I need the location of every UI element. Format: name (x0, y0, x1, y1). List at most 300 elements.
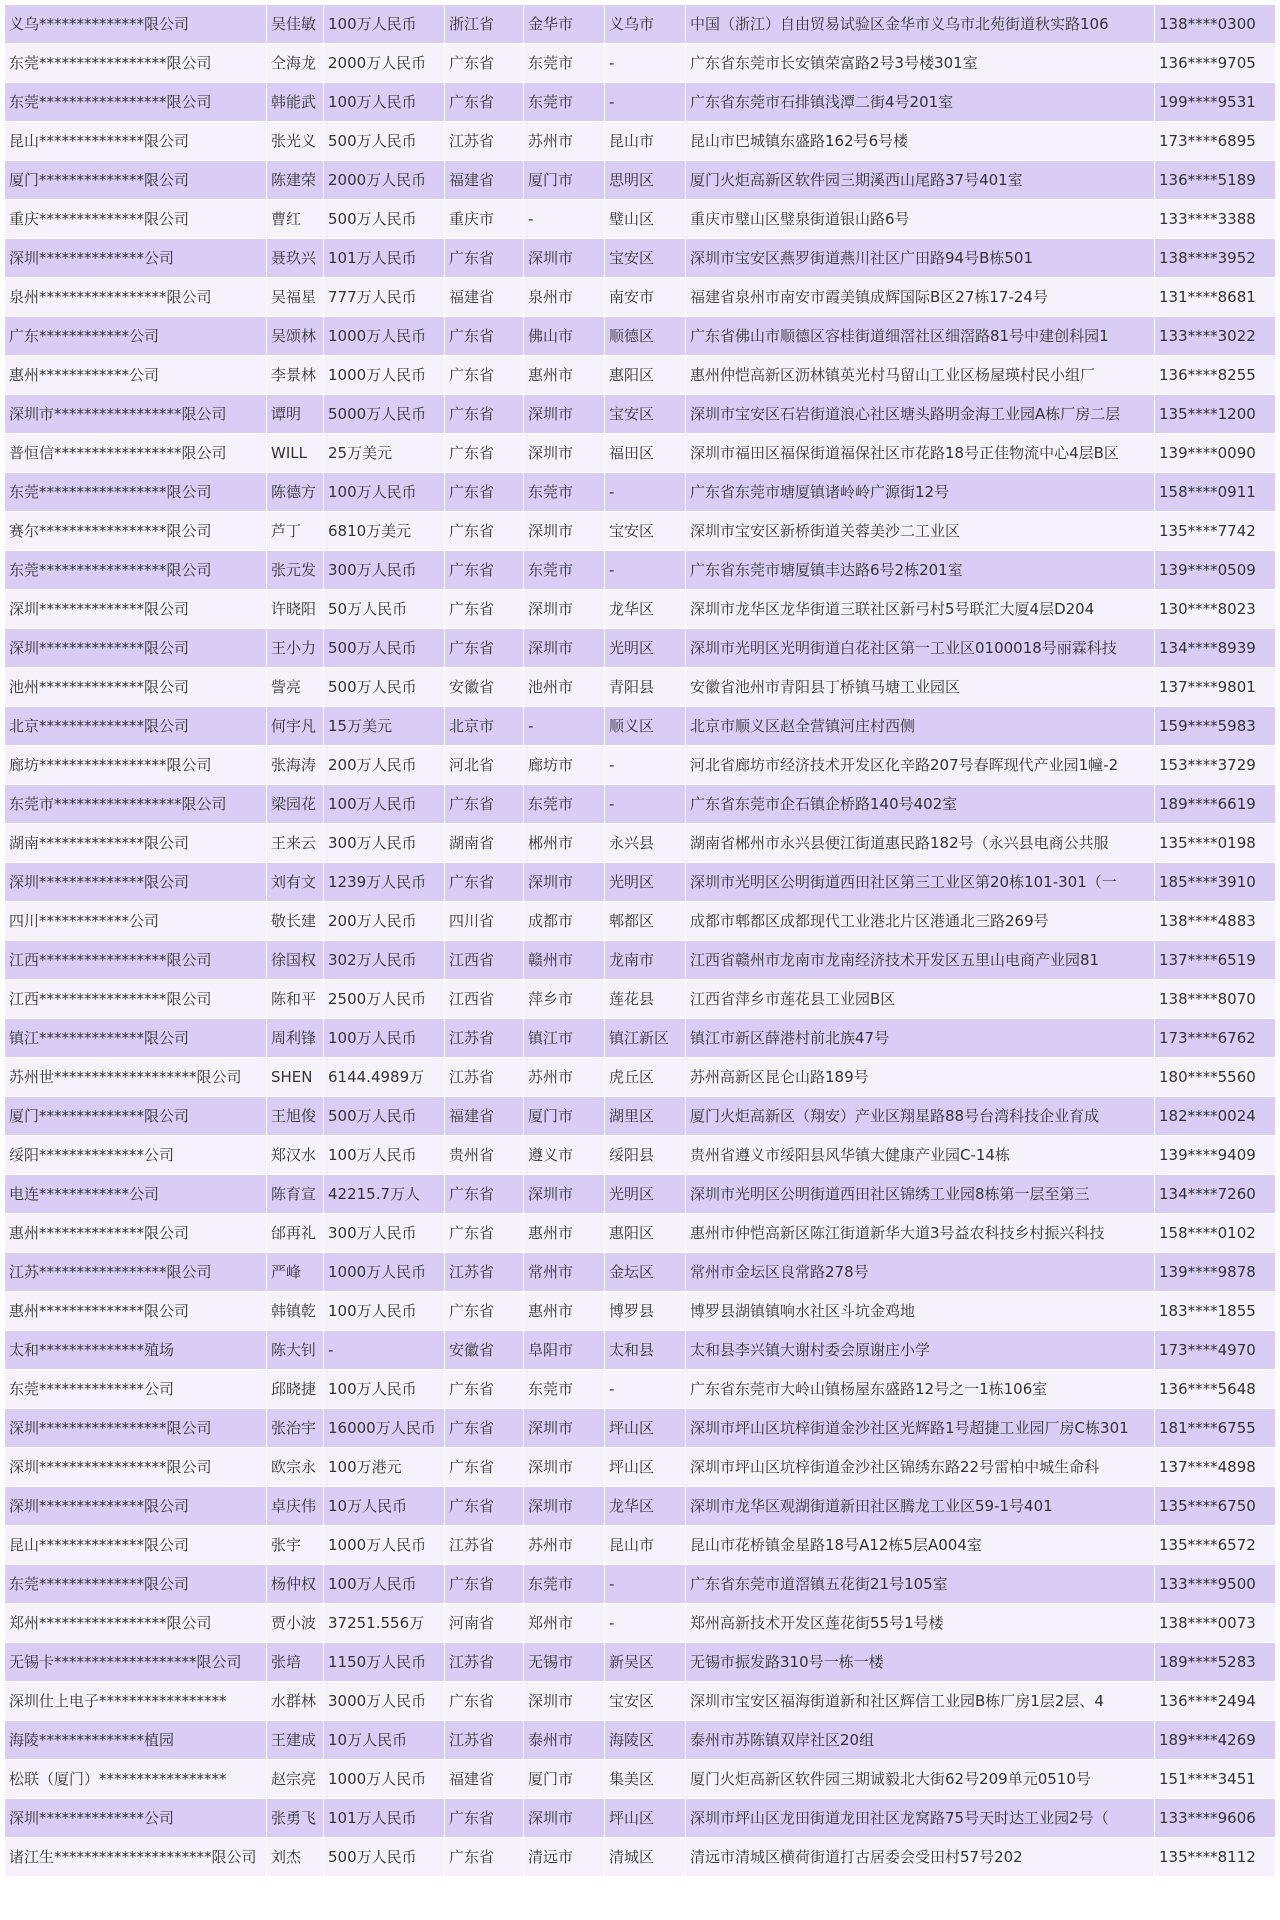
province-cell: 广东省 (445, 1175, 523, 1213)
address-cell: 惠州市仲恺高新区陈江街道新华大道3号益农科技乡村振兴科技 (686, 1214, 1154, 1252)
address-cell: 广东省东莞市长安镇荣富路2号3号楼301室 (686, 44, 1154, 82)
city-cell: 成都市 (524, 902, 604, 940)
company-name-cell: 深圳**************限公司 (5, 629, 266, 667)
phone-cell: 138****3952 (1155, 239, 1275, 277)
legal-representative-cell: 聂玖兴 (267, 239, 323, 277)
legal-representative-cell: 梁园花 (267, 785, 323, 823)
province-cell: 江西省 (445, 941, 523, 979)
province-cell: 河南省 (445, 1604, 523, 1642)
address-cell: 厦门火炬高新区软件园三期溪西山尾路37号401室 (686, 161, 1154, 199)
registered-capital-cell: 10万人民币 (324, 1487, 444, 1525)
table-row (5, 473, 1275, 511)
city-cell: 遵义市 (524, 1136, 604, 1174)
city-cell: - (524, 200, 604, 238)
registered-capital-cell: 500万人民币 (324, 668, 444, 706)
city-cell: 苏州市 (524, 122, 604, 160)
legal-representative-cell: 卓庆伟 (267, 1487, 323, 1525)
phone-cell: 138****0300 (1155, 5, 1275, 43)
table-row (5, 1253, 1275, 1291)
company-name-cell: 重庆**************限公司 (5, 200, 266, 238)
legal-representative-cell: 韩镇乾 (267, 1292, 323, 1330)
address-cell: 贵州省遵义市绥阳县风华镇大健康产业园C-14栋 (686, 1136, 1154, 1174)
phone-cell: 159****5983 (1155, 707, 1275, 745)
registered-capital-cell: 300万人民币 (324, 824, 444, 862)
province-cell: 广东省 (445, 1838, 523, 1876)
company-name-cell: 绥阳**************公司 (5, 1136, 266, 1174)
registered-capital-cell: 500万人民币 (324, 1838, 444, 1876)
city-cell: 东莞市 (524, 83, 604, 121)
district-cell: 顺德区 (605, 317, 685, 355)
table-row (5, 1058, 1275, 1096)
district-cell: - (605, 1604, 685, 1642)
phone-cell: 138****0073 (1155, 1604, 1275, 1642)
address-cell: 福建省泉州市南安市霞美镇成辉国际B区27栋17-24号 (686, 278, 1154, 316)
address-cell: 深圳市龙华区观湖街道新田社区腾龙工业区59-1号401 (686, 1487, 1154, 1525)
phone-cell: 173****6895 (1155, 122, 1275, 160)
registered-capital-cell: 200万人民币 (324, 902, 444, 940)
table-row (5, 1643, 1275, 1681)
address-cell: 广东省东莞市企石镇企桥路140号402室 (686, 785, 1154, 823)
phone-cell: 136****2494 (1155, 1682, 1275, 1720)
table-row (5, 1292, 1275, 1330)
phone-cell: 133****3022 (1155, 317, 1275, 355)
table-row (5, 707, 1275, 745)
registered-capital-cell: 1150万人民币 (324, 1643, 444, 1681)
company-name-cell: 诸江生*********************限公司 (5, 1838, 266, 1876)
legal-representative-cell: 陈德方 (267, 473, 323, 511)
legal-representative-cell: 陈育宣 (267, 1175, 323, 1213)
district-cell: 绥阳县 (605, 1136, 685, 1174)
registered-capital-cell: 101万人民币 (324, 1799, 444, 1837)
city-cell: 深圳市 (524, 512, 604, 550)
province-cell: 广东省 (445, 317, 523, 355)
legal-representative-cell: 赵宗亮 (267, 1760, 323, 1798)
registered-capital-cell: 25万美元 (324, 434, 444, 472)
city-cell: 泰州市 (524, 1721, 604, 1759)
table-row (5, 122, 1275, 160)
province-cell: 安徽省 (445, 1331, 523, 1369)
phone-cell: 189****6619 (1155, 785, 1275, 823)
address-cell: 深圳市光明区公明街道西田社区第三工业区第20栋101-301（一 (686, 863, 1154, 901)
registered-capital-cell: 302万人民币 (324, 941, 444, 979)
table-row (5, 5, 1275, 43)
legal-representative-cell: 王旭俊 (267, 1097, 323, 1135)
legal-representative-cell: 王小力 (267, 629, 323, 667)
legal-representative-cell: 张海涛 (267, 746, 323, 784)
registered-capital-cell: 2500万人民币 (324, 980, 444, 1018)
province-cell: 福建省 (445, 1760, 523, 1798)
province-cell: 四川省 (445, 902, 523, 940)
company-name-cell: 深圳**************限公司 (5, 863, 266, 901)
table-row (5, 1526, 1275, 1564)
phone-cell: 189****5283 (1155, 1643, 1275, 1681)
district-cell: - (605, 1370, 685, 1408)
phone-cell: 199****9531 (1155, 83, 1275, 121)
registered-capital-cell: 100万人民币 (324, 1370, 444, 1408)
province-cell: 广东省 (445, 1214, 523, 1252)
company-name-cell: 镇江**************限公司 (5, 1019, 266, 1057)
address-cell: 成都市郫都区成都现代工业港北片区港通北三路269号 (686, 902, 1154, 940)
table-row (5, 629, 1275, 667)
city-cell: 深圳市 (524, 629, 604, 667)
address-cell: 深圳市福田区福保街道福保社区市花路18号正佳物流中心4层B区 (686, 434, 1154, 472)
district-cell: - (605, 473, 685, 511)
legal-representative-cell: 何宇凡 (267, 707, 323, 745)
city-cell: 苏州市 (524, 1526, 604, 1564)
registered-capital-cell: 500万人民币 (324, 1097, 444, 1135)
city-cell: 东莞市 (524, 473, 604, 511)
city-cell: 金华市 (524, 5, 604, 43)
province-cell: 广东省 (445, 1565, 523, 1603)
company-name-cell: 深圳**************限公司 (5, 1487, 266, 1525)
province-cell: 福建省 (445, 278, 523, 316)
address-cell: 清远市清城区横荷街道打古居委会受田村57号202 (686, 1838, 1154, 1876)
registered-capital-cell: 2000万人民币 (324, 44, 444, 82)
registered-capital-cell: 100万人民币 (324, 473, 444, 511)
phone-cell: 136****5189 (1155, 161, 1275, 199)
phone-cell: 134****7260 (1155, 1175, 1275, 1213)
company-name-cell: 东莞*****************限公司 (5, 44, 266, 82)
company-name-cell: 泉州*****************限公司 (5, 278, 266, 316)
table-row (5, 902, 1275, 940)
province-cell: 安徽省 (445, 668, 523, 706)
city-cell: 佛山市 (524, 317, 604, 355)
district-cell: 永兴县 (605, 824, 685, 862)
district-cell: 虎丘区 (605, 1058, 685, 1096)
province-cell: 江苏省 (445, 1526, 523, 1564)
legal-representative-cell: 敬长建 (267, 902, 323, 940)
address-cell: 泰州市苏陈镇双岸社区20组 (686, 1721, 1154, 1759)
city-cell: 深圳市 (524, 1409, 604, 1447)
city-cell: 东莞市 (524, 44, 604, 82)
province-cell: 福建省 (445, 161, 523, 199)
legal-representative-cell: 陈和平 (267, 980, 323, 1018)
legal-representative-cell: 张宇 (267, 1526, 323, 1564)
address-cell: 江西省赣州市龙南市龙南经济技术开发区五里山电商产业园81 (686, 941, 1154, 979)
address-cell: 深圳市光明区光明街道白花社区第一工业区0100018号丽霖科技 (686, 629, 1154, 667)
city-cell: 池州市 (524, 668, 604, 706)
address-cell: 镇江市新区薛港村前北族47号 (686, 1019, 1154, 1057)
address-cell: 深圳市坪山区坑梓街道金沙社区锦绣东路22号雷柏中城生命科 (686, 1448, 1154, 1486)
phone-cell: 185****3910 (1155, 863, 1275, 901)
company-name-cell: 东莞**************公司 (5, 1370, 266, 1408)
registered-capital-cell: 37251.556万 (324, 1604, 444, 1642)
company-name-cell: 惠州************公司 (5, 356, 266, 394)
legal-representative-cell: 谭明 (267, 395, 323, 433)
city-cell: 惠州市 (524, 1292, 604, 1330)
registered-capital-cell: 100万人民币 (324, 1565, 444, 1603)
table-row (5, 1799, 1275, 1837)
district-cell: 璧山区 (605, 200, 685, 238)
registered-capital-cell: 500万人民币 (324, 122, 444, 160)
province-cell: 广东省 (445, 434, 523, 472)
legal-representative-cell: 贾小波 (267, 1604, 323, 1642)
company-name-cell: 东莞*****************限公司 (5, 83, 266, 121)
table-row (5, 1565, 1275, 1603)
legal-representative-cell: 张元发 (267, 551, 323, 589)
phone-cell: 135****6572 (1155, 1526, 1275, 1564)
legal-representative-cell: 邱晓捷 (267, 1370, 323, 1408)
city-cell: 深圳市 (524, 1682, 604, 1720)
city-cell: 厦门市 (524, 1097, 604, 1135)
registered-capital-cell: 200万人民币 (324, 746, 444, 784)
city-cell: 东莞市 (524, 1370, 604, 1408)
address-cell: 常州市金坛区良常路278号 (686, 1253, 1154, 1291)
table-row (5, 278, 1275, 316)
phone-cell: 136****9705 (1155, 44, 1275, 82)
phone-cell: 153****3729 (1155, 746, 1275, 784)
address-cell: 广东省东莞市道滘镇五花街21号105室 (686, 1565, 1154, 1603)
city-cell: 深圳市 (524, 1487, 604, 1525)
registered-capital-cell: 15万美元 (324, 707, 444, 745)
phone-cell: 136****8255 (1155, 356, 1275, 394)
province-cell: 广东省 (445, 863, 523, 901)
address-cell: 郑州高新技术开发区莲花街55号1号楼 (686, 1604, 1154, 1642)
legal-representative-cell: 刘杰 (267, 1838, 323, 1876)
district-cell: - (605, 1565, 685, 1603)
table-row (5, 1136, 1275, 1174)
registered-capital-cell: 300万人民币 (324, 1214, 444, 1252)
address-cell: 广东省东莞市塘厦镇丰达路6号2栋201室 (686, 551, 1154, 589)
legal-representative-cell: SHEN (267, 1058, 323, 1096)
registered-capital-cell: 10万人民币 (324, 1721, 444, 1759)
table-row (5, 1019, 1275, 1057)
table-row (5, 44, 1275, 82)
province-cell: 广东省 (445, 395, 523, 433)
district-cell: 宝安区 (605, 1682, 685, 1720)
company-name-cell: 东莞市*****************限公司 (5, 785, 266, 823)
table-row (5, 1214, 1275, 1252)
registered-capital-cell: 5000万人民币 (324, 395, 444, 433)
table-row (5, 1175, 1275, 1213)
district-cell: 思明区 (605, 161, 685, 199)
legal-representative-cell: 陈大钊 (267, 1331, 323, 1369)
table-row (5, 941, 1275, 979)
table-row (5, 1760, 1275, 1798)
table-row (5, 980, 1275, 1018)
legal-representative-cell: 徐国权 (267, 941, 323, 979)
legal-representative-cell: 陈建荣 (267, 161, 323, 199)
company-name-cell: 深圳**************限公司 (5, 590, 266, 628)
district-cell: 宝安区 (605, 239, 685, 277)
company-name-cell: 江西*****************限公司 (5, 980, 266, 1018)
province-cell: 浙江省 (445, 5, 523, 43)
address-cell: 深圳市宝安区石岩街道浪心社区塘头路明金海工业园A栋厂房二层 (686, 395, 1154, 433)
address-cell: 安徽省池州市青阳县丁桥镇马塘工业园区 (686, 668, 1154, 706)
district-cell: 龙华区 (605, 1487, 685, 1525)
phone-cell: 133****9500 (1155, 1565, 1275, 1603)
address-cell: 湖南省郴州市永兴县便江街道惠民路182号（永兴县电商公共服 (686, 824, 1154, 862)
company-name-cell: 郑州*****************限公司 (5, 1604, 266, 1642)
address-cell: 深圳市龙华区龙华街道三联社区新弓村5号联汇大厦4层D204 (686, 590, 1154, 628)
phone-cell: 181****6755 (1155, 1409, 1275, 1447)
registered-capital-cell: 100万人民币 (324, 83, 444, 121)
table-row (5, 551, 1275, 589)
district-cell: 金坛区 (605, 1253, 685, 1291)
company-name-cell: 东莞**************限公司 (5, 1565, 266, 1603)
district-cell: 龙南市 (605, 941, 685, 979)
district-cell: 龙华区 (605, 590, 685, 628)
city-cell: 清远市 (524, 1838, 604, 1876)
district-cell: 顺义区 (605, 707, 685, 745)
district-cell: 坪山区 (605, 1409, 685, 1447)
district-cell: 惠阳区 (605, 356, 685, 394)
legal-representative-cell: 芦丁 (267, 512, 323, 550)
province-cell: 广东省 (445, 1370, 523, 1408)
legal-representative-cell: 许晓阳 (267, 590, 323, 628)
company-name-cell: 海陵**************植园 (5, 1721, 266, 1759)
address-cell: 太和县李兴镇大谢村委会原谢庄小学 (686, 1331, 1154, 1369)
company-name-cell: 深圳市*****************限公司 (5, 395, 266, 433)
table-row (5, 1409, 1275, 1447)
phone-cell: 158****0911 (1155, 473, 1275, 511)
district-cell: 海陵区 (605, 1721, 685, 1759)
address-cell: 深圳市光明区公明街道西田社区锦绣工业园8栋第一层至第三 (686, 1175, 1154, 1213)
phone-cell: 138****8070 (1155, 980, 1275, 1018)
registered-capital-cell: 100万人民币 (324, 1292, 444, 1330)
table-row (5, 83, 1275, 121)
address-cell: 博罗县湖镇镇响水社区斗坑金鸡地 (686, 1292, 1154, 1330)
legal-representative-cell: 张勇飞 (267, 1799, 323, 1837)
legal-representative-cell: 仝海龙 (267, 44, 323, 82)
district-cell: 宝安区 (605, 512, 685, 550)
table-row (5, 785, 1275, 823)
province-cell: 广东省 (445, 1487, 523, 1525)
table-row (5, 1721, 1275, 1759)
address-cell: 广东省东莞市大岭山镇杨屋东盛路12号之一1栋106室 (686, 1370, 1154, 1408)
company-name-cell: 广东************公司 (5, 317, 266, 355)
table-row (5, 1331, 1275, 1369)
table-row (5, 1370, 1275, 1408)
address-cell: 广东省佛山市顺德区容桂街道细滘社区细滘路81号中建创科园1 (686, 317, 1154, 355)
table-row (5, 395, 1275, 433)
registered-capital-cell: - (324, 1331, 444, 1369)
district-cell: 惠阳区 (605, 1214, 685, 1252)
address-cell: 昆山市巴城镇东盛路162号6号楼 (686, 122, 1154, 160)
table-row (5, 512, 1275, 550)
address-cell: 中国（浙江）自由贸易试验区金华市义乌市北苑街道秋实路106 (686, 5, 1154, 43)
registered-capital-cell: 777万人民币 (324, 278, 444, 316)
legal-representative-cell: 杨仲权 (267, 1565, 323, 1603)
legal-representative-cell: 张治宇 (267, 1409, 323, 1447)
legal-representative-cell: 韩能武 (267, 83, 323, 121)
company-name-cell: 普恒信*****************限公司 (5, 434, 266, 472)
district-cell: 光明区 (605, 629, 685, 667)
district-cell: 福田区 (605, 434, 685, 472)
phone-cell: 137****6519 (1155, 941, 1275, 979)
phone-cell: 139****9409 (1155, 1136, 1275, 1174)
legal-representative-cell: 邰再礼 (267, 1214, 323, 1252)
company-name-cell: 东莞*****************限公司 (5, 551, 266, 589)
district-cell: 义乌市 (605, 5, 685, 43)
province-cell: 广东省 (445, 551, 523, 589)
address-cell: 江西省萍乡市莲花县工业园B区 (686, 980, 1154, 1018)
company-name-cell: 无锡卡*******************限公司 (5, 1643, 266, 1681)
phone-cell: 133****9606 (1155, 1799, 1275, 1837)
province-cell: 广东省 (445, 44, 523, 82)
address-cell: 广东省东莞市石排镇浅潭二街4号201室 (686, 83, 1154, 121)
city-cell: 郑州市 (524, 1604, 604, 1642)
address-cell: 广东省东莞市塘厦镇诸岭岭广源街12号 (686, 473, 1154, 511)
legal-representative-cell: 吴佳敏 (267, 5, 323, 43)
legal-representative-cell: WILL (267, 434, 323, 472)
legal-representative-cell: 严峰 (267, 1253, 323, 1291)
address-cell: 北京市顺义区赵全营镇河庄村西侧 (686, 707, 1154, 745)
address-cell: 深圳市坪山区龙田街道龙田社区龙窝路75号天时达工业园2号（ (686, 1799, 1154, 1837)
company-name-cell: 赛尔*****************限公司 (5, 512, 266, 550)
phone-cell: 134****8939 (1155, 629, 1275, 667)
address-cell: 深圳市坪山区坑梓街道金沙社区光辉路1号超捷工业园厂房C栋301 (686, 1409, 1154, 1447)
company-name-cell: 江西*****************限公司 (5, 941, 266, 979)
table-row (5, 863, 1275, 901)
registered-capital-cell: 100万人民币 (324, 785, 444, 823)
phone-cell: 130****8023 (1155, 590, 1275, 628)
table-row (5, 356, 1275, 394)
district-cell: - (605, 551, 685, 589)
phone-cell: 135****7742 (1155, 512, 1275, 550)
province-cell: 广东省 (445, 629, 523, 667)
city-cell: 深圳市 (524, 434, 604, 472)
phone-cell: 135****0198 (1155, 824, 1275, 862)
city-cell: 东莞市 (524, 1565, 604, 1603)
city-cell: 厦门市 (524, 161, 604, 199)
table-row (5, 746, 1275, 784)
district-cell: 坪山区 (605, 1799, 685, 1837)
city-cell: 东莞市 (524, 551, 604, 589)
district-cell: 南安市 (605, 278, 685, 316)
legal-representative-cell: 周利锋 (267, 1019, 323, 1057)
district-cell: 青阳县 (605, 668, 685, 706)
phone-cell: 182****0024 (1155, 1097, 1275, 1135)
city-cell: 深圳市 (524, 239, 604, 277)
province-cell: 北京市 (445, 707, 523, 745)
legal-representative-cell: 刘有文 (267, 863, 323, 901)
company-name-cell: 池州**************限公司 (5, 668, 266, 706)
registered-capital-cell: 1239万人民币 (324, 863, 444, 901)
company-name-cell: 厦门**************限公司 (5, 1097, 266, 1135)
company-name-cell: 北京**************限公司 (5, 707, 266, 745)
table-row (5, 668, 1275, 706)
legal-representative-cell: 吴福星 (267, 278, 323, 316)
phone-cell: 139****0509 (1155, 551, 1275, 589)
legal-representative-cell: 王建成 (267, 1721, 323, 1759)
city-cell: 无锡市 (524, 1643, 604, 1681)
city-cell: 镇江市 (524, 1019, 604, 1057)
address-cell: 昆山市花桥镇金星路18号A12栋5层A004室 (686, 1526, 1154, 1564)
company-name-cell: 四川************公司 (5, 902, 266, 940)
address-cell: 无锡市振发路310号一栋一楼 (686, 1643, 1154, 1681)
address-cell: 深圳市宝安区福海街道新和社区辉信工业园B栋厂房1层2层、4 (686, 1682, 1154, 1720)
phone-cell: 133****3388 (1155, 200, 1275, 238)
company-name-cell: 深圳**************公司 (5, 1799, 266, 1837)
city-cell: 泉州市 (524, 278, 604, 316)
district-cell: 昆山市 (605, 1526, 685, 1564)
district-cell: 莲花县 (605, 980, 685, 1018)
city-cell: 深圳市 (524, 1799, 604, 1837)
province-cell: 河北省 (445, 746, 523, 784)
company-name-cell: 义乌**************限公司 (5, 5, 266, 43)
province-cell: 江苏省 (445, 1019, 523, 1057)
district-cell: 集美区 (605, 1760, 685, 1798)
province-cell: 贵州省 (445, 1136, 523, 1174)
city-cell: 深圳市 (524, 395, 604, 433)
registered-capital-cell: 1000万人民币 (324, 1253, 444, 1291)
province-cell: 江西省 (445, 980, 523, 1018)
legal-representative-cell: 訾亮 (267, 668, 323, 706)
district-cell: 坪山区 (605, 1448, 685, 1486)
registered-capital-cell: 1000万人民币 (324, 1526, 444, 1564)
city-cell: 深圳市 (524, 1175, 604, 1213)
